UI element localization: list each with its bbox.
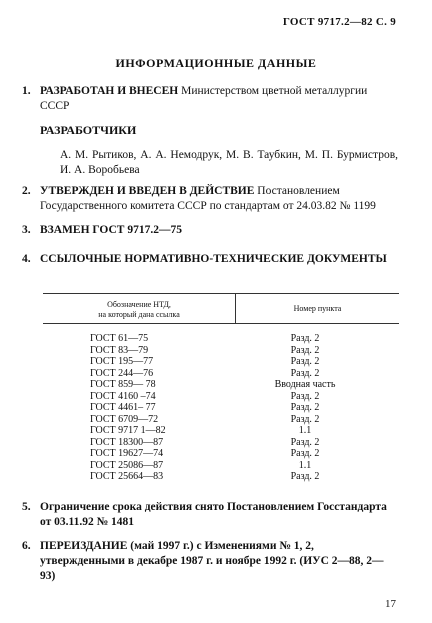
table-cell-document: ГОСТ 19627—74 bbox=[90, 448, 164, 459]
table-cell-clause: Разд. 2 bbox=[290, 390, 320, 402]
table-header-rule bbox=[43, 323, 399, 324]
table-header-document-line2: на который дана ссылка bbox=[98, 310, 180, 319]
page-title: ИНФОРМАЦИОННЫЕ ДАННЫЕ bbox=[115, 56, 317, 70]
table-top-rule bbox=[43, 293, 399, 294]
table-cell-clause: Разд. 2 bbox=[290, 471, 320, 482]
section-6-text bbox=[40, 539, 398, 584]
section-1-heading: РАЗРАБОТАН И ВНЕСЕН bbox=[40, 85, 179, 97]
section-1-body: Министерством цветной металлургии СССР bbox=[40, 85, 368, 112]
section-4-text: ССЫЛОЧНЫЕ НОРМАТИВНО-ТЕХНИЧЕСКИЕ ДОКУМЕНТЫ bbox=[40, 253, 387, 265]
table-row bbox=[0, 448, 432, 460]
table-row bbox=[0, 368, 432, 380]
table-cell-clause: Разд. 2 bbox=[290, 402, 320, 413]
table-cell-document: ГОСТ 859— 78 bbox=[90, 379, 156, 390]
table-row bbox=[0, 356, 432, 368]
table-row bbox=[0, 333, 432, 345]
table-cell-document: ГОСТ 244—76 bbox=[90, 367, 154, 379]
section-3-text: ВЗАМЕН ГОСТ 9717.2—75 bbox=[40, 224, 182, 236]
section-number: 2. bbox=[22, 185, 31, 197]
table-row bbox=[0, 345, 432, 357]
table-cell-document: ГОСТ 4461– 77 bbox=[90, 402, 156, 413]
section-6-body: (май 1997 г.) с Изменениями № 1, 2, утвержденными в декабре 1987 г. и ноябре 1992 г. (ИУС 2—88, 2—93) bbox=[40, 540, 384, 582]
table-cell-clause: 1.1 bbox=[298, 459, 312, 471]
table-cell-document: ГОСТ 18300—87 bbox=[90, 436, 164, 448]
table-cell-document: ГОСТ 195—77 bbox=[90, 356, 154, 367]
table-row bbox=[0, 414, 432, 426]
table-cell-clause: Разд. 2 bbox=[290, 413, 320, 425]
section-number: 3. bbox=[22, 224, 31, 236]
section-6-heading: ПЕРЕИЗДАНИЕ bbox=[40, 540, 128, 552]
section-5-text: Ограничение срока действия снято Постановлением Госстандарта от 03.11.92 № 1481 bbox=[40, 501, 387, 528]
table-row bbox=[0, 437, 432, 449]
table-cell-clause: Разд. 2 bbox=[290, 344, 320, 356]
table-row bbox=[0, 425, 432, 437]
table-cell-clause: Разд. 2 bbox=[290, 436, 320, 448]
section-1-text bbox=[40, 84, 398, 114]
table-cell-document: ГОСТ 83—79 bbox=[90, 344, 149, 356]
table-row bbox=[0, 379, 432, 391]
table-cell-document: ГОСТ 25086—87 bbox=[90, 459, 164, 471]
table-cell-clause: Вводная часть bbox=[274, 379, 336, 390]
table-row bbox=[0, 460, 432, 472]
table-cell-document: ГОСТ 9717 1—82 bbox=[90, 425, 166, 436]
section-2-text bbox=[40, 184, 398, 214]
table-body bbox=[0, 333, 432, 483]
table-cell-clause: Разд. 2 bbox=[290, 448, 320, 459]
table-cell-document: ГОСТ 61—75 bbox=[90, 333, 149, 344]
section-number: 6. bbox=[22, 540, 31, 552]
table-cell-clause: Разд. 2 bbox=[290, 333, 320, 344]
section-2-body: Постановлением Государственного комитета СССР по стандартам от 24.03.82 № 1199 bbox=[40, 185, 376, 212]
table-cell-document: ГОСТ 25664—83 bbox=[90, 471, 164, 482]
page-header: ГОСТ 9717.2—82 С. 9 bbox=[282, 16, 396, 28]
table-row bbox=[0, 402, 432, 414]
developers-heading: РАЗРАБОТЧИКИ bbox=[40, 123, 137, 137]
table-cell-document: ГОСТ 6709—72 bbox=[90, 413, 159, 425]
table-cell-clause: 1.1 bbox=[298, 425, 312, 436]
table-header-document bbox=[43, 300, 235, 320]
table-cell-document: ГОСТ 4160 –74 bbox=[90, 390, 156, 402]
developers-list: А. М. Рытиков, А. А. Немодрук, М. В. Таубкин, М. П. Бурмистров, И. А. Воробьева bbox=[60, 149, 398, 176]
section-number: 4. bbox=[22, 253, 31, 265]
page-number: 17 bbox=[385, 598, 396, 610]
section-number: 1. bbox=[22, 85, 31, 97]
table-cell-clause: Разд. 2 bbox=[290, 356, 320, 367]
section-number: 5. bbox=[22, 501, 31, 513]
table-header-clause: Номер пункта bbox=[293, 304, 342, 313]
table-row bbox=[0, 471, 432, 483]
table-header-document-line1: Обозначение НТД, bbox=[107, 300, 171, 309]
table-row bbox=[0, 391, 432, 403]
section-2-heading: УТВЕРЖДЕН И ВВЕДЕН В ДЕЙСТВИЕ bbox=[40, 185, 255, 197]
table-cell-clause: Разд. 2 bbox=[290, 367, 320, 379]
